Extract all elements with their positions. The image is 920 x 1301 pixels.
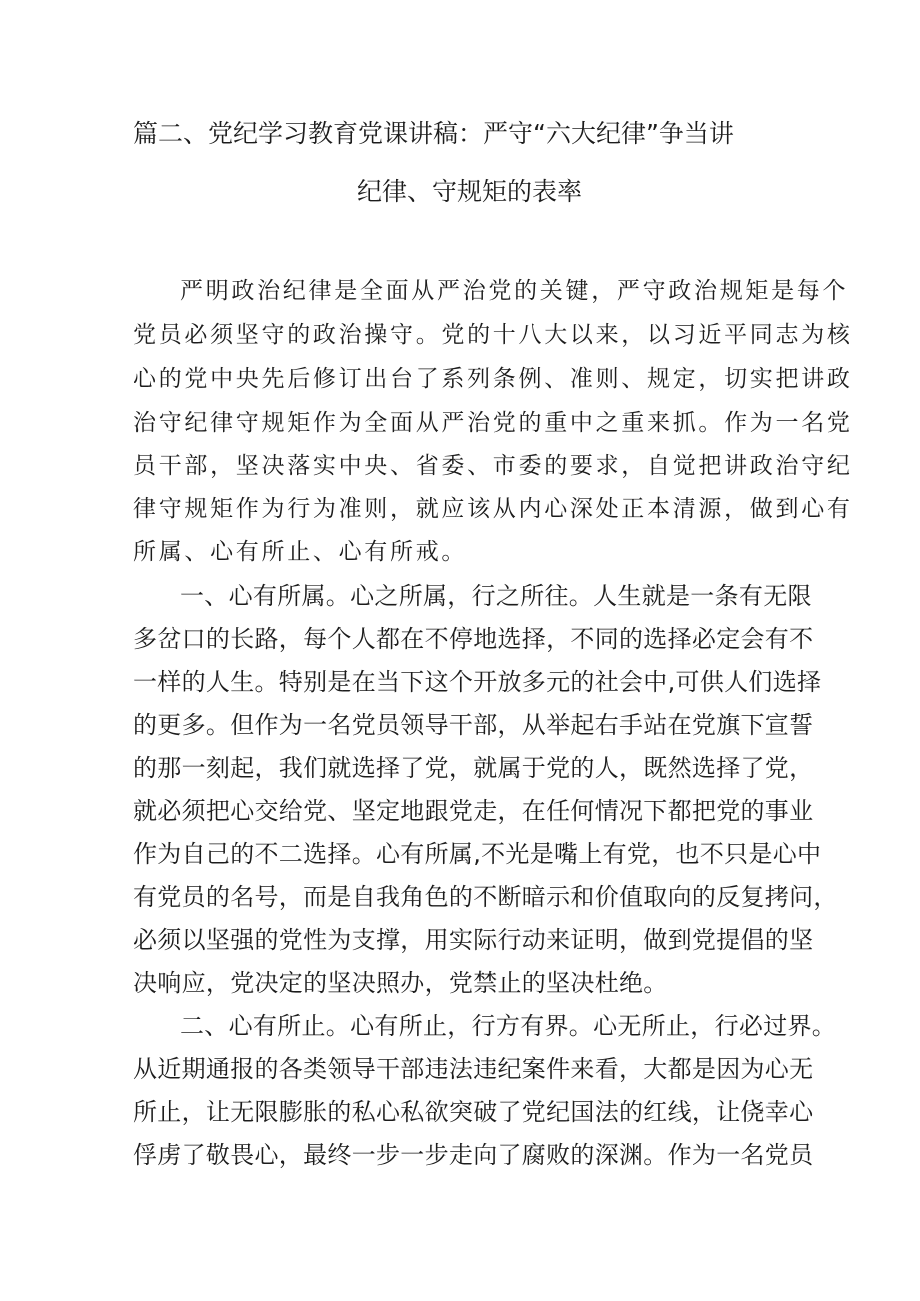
section-2-line: 所止，让无限膨胀的私心私欲突破了党纪国法的红线，让侥幸心 [133, 1098, 814, 1126]
section-1-line: 必须以坚强的党性为支撑，用实际行动来证明，做到党提倡的坚 [133, 926, 814, 954]
section-1-line: 一、心有所属。心之所属，行之所往。人生就是一条有无限 [180, 582, 812, 610]
section-1-line: 有党员的名号，而是自我角色的不断暗示和价值取向的反复拷问， [133, 883, 838, 911]
section-1-line: 的那一刻起，我们就选择了党，就属于党的人，既然选择了党， [133, 754, 814, 782]
section-1-line: 的更多。但作为一名党员领导干部，从举起右手站在党旗下宣誓 [133, 711, 814, 739]
intro-line: 员干部，坚决落实中央、省委、市委的要求，自觉把讲政治守纪 [133, 453, 853, 479]
document-title-line-2: 纪律、守规矩的表率 [357, 177, 583, 206]
intro-line: 律守规矩作为行为准则，就应该从内心深处正本清源，做到心有 [133, 496, 853, 522]
section-1-line: 就必须把心交给党、坚定地跟党走，在任何情况下都把党的事业 [133, 797, 814, 825]
section-1-line: 多岔口的长路，每个人都在不停地选择，不同的选择必定会有不 [133, 625, 814, 653]
section-2-line: 从近期通报的各类领导干部违法违纪案件来看，大都是因为心无 [133, 1055, 814, 1083]
section-2-line: 二、心有所止。心有所止，行方有界。心无所止，行必过界。 [180, 1012, 837, 1040]
document-title-line-1: 篇二、党纪学习教育党课讲稿：严守“六大纪律”争当讲 [133, 119, 734, 148]
section-1-line: 一样的人生。特别是在当下这个开放多元的社会中,可供人们选择 [133, 668, 822, 696]
section-1-line: 决响应，党决定的坚决照办，党禁止的坚决杜绝。 [133, 969, 668, 997]
intro-line: 心的党中央先后修订出台了系列条例、准则、规定，切实把讲政 [133, 366, 853, 392]
intro-line: 严明政治纪律是全面从严治党的关键，严守政治规矩是每个 [180, 278, 849, 304]
section-1-line: 作为自己的不二选择。心有所属,不光是嘴上有党，也不只是心中 [133, 840, 822, 868]
intro-line: 党员必须坚守的政治操守。党的十八大以来，以习近平同志为核 [133, 322, 853, 348]
intro-line: 所属、心有所止、心有所戒。 [133, 539, 468, 565]
intro-line: 治守纪律守规矩作为全面从严治党的重中之重来抓。作为一名党 [133, 410, 853, 436]
section-2-line: 俘虏了敬畏心，最终一步一步走向了腐败的深渊。作为一名党员 [133, 1141, 814, 1169]
